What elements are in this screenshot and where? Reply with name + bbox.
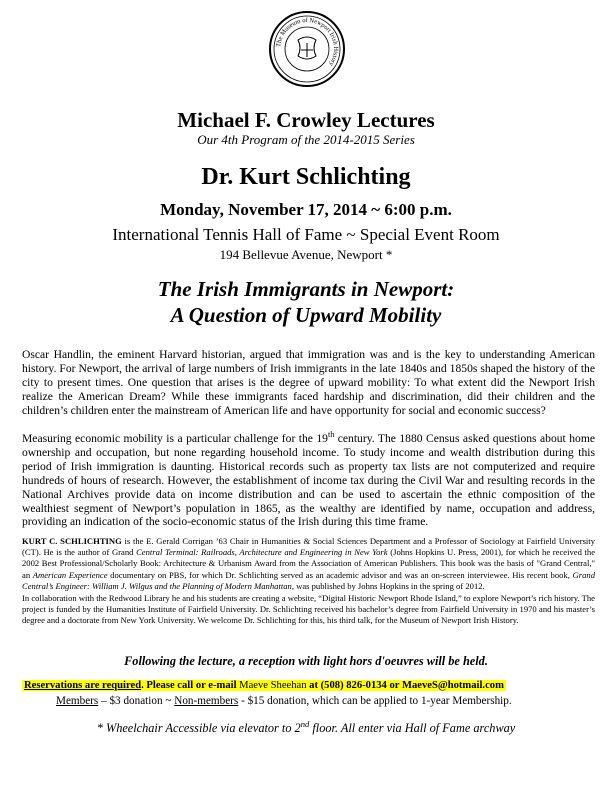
address: 194 Bellevue Avenue, Newport * bbox=[219, 247, 393, 262]
bio-text: , was published by Johns Hopkins in the spring of 2012. bbox=[291, 580, 485, 591]
show-title: American Experience bbox=[32, 569, 108, 580]
reception-note: Following the lecture, a reception with light hors d'oeuvres will be held. bbox=[124, 654, 488, 668]
speaker-name: Dr. Kurt Schlichting bbox=[201, 164, 411, 190]
project-paragraph: In collaboration with the Redwood Library he and his students are creating a website, “Digital Historic Newport Rhode Island,” to explore Newport’s rich history. The project is funded by the Humanities Institute of Fairfield University. Dr. Schlichting received his bachelor’s degree from Fairfield University in 1970 and his master’s degree and a doctorate from New York University. We welcome Dr. Schlichting for this, his third talk, for the Museum of Newport Irish History. bbox=[22, 593, 595, 626]
intro-paragraph: Oscar Handlin, the eminent Harvard historian, argued that immigration was and is the key to understanding American history. For Newport, the arrival of large numbers of Irish immigrants in the late 1840s and 1850s shaped the history of the city to present times. One question that arises is the degree of upward mobility: To what extent did the Newport Irish realize the American Dream? While these immigrants faced hardship and discrimination, did their children and the children’s children enter the mainstream of American life and have opportunity for social and economic success? bbox=[22, 348, 595, 417]
contact-name: Maeve Sheehan bbox=[239, 680, 307, 691]
talk-title-line2: A Question of Upward Mobility bbox=[170, 303, 442, 327]
access-text-a: * Wheelchair Accessible via elevator to 2 bbox=[96, 721, 301, 735]
access-text-b: floor. All enter via Hall of Fame archway bbox=[309, 721, 516, 735]
reservations-required: Reservations are required bbox=[24, 680, 142, 691]
accessibility-note bbox=[0, 718, 612, 736]
research-text-b: century. The 1880 Census asked questions about home ownership and occupation, but none regarding household income. To study income and wealth distribution during this period of Irish immigration is daunting. Historical records such as property tax lists are not computerized and require hundreds of hours of research. However, the establishment of income tax during the Civil War and resulting records in the National Archives provide data on income distribution and can be used to ascertain the ethnic composition of the wealthiest segment of Newport’s population in 1865, as the wealthy are identified by name, occupation and address, providing an indication of the socio-economic status of the Irish during this time frame. bbox=[22, 432, 595, 529]
membership-pricing bbox=[56, 695, 512, 707]
date-time: Monday, November 17, 2014 ~ 6:00 p.m. bbox=[160, 200, 452, 219]
bio-text: is the E. Gerald Corrigan ’63 Chair in Humanities & Social Sciences Department and a Professor of Sociology at Fairfield University (CT). He is the author of Grand bbox=[22, 536, 595, 558]
program-line: Our 4th Program of the 2014-2015 Series bbox=[197, 132, 415, 147]
reservations-banner bbox=[22, 680, 506, 691]
research-paragraph bbox=[22, 432, 595, 529]
members-label: Members bbox=[56, 695, 99, 707]
lecture-series-title: Michael F. Crowley Lectures bbox=[177, 108, 435, 132]
ordinal-suffix: th bbox=[327, 430, 335, 440]
venue: International Tennis Hall of Fame ~ Special Event Room bbox=[112, 225, 500, 244]
book-title: Central Terminal: Railroads, Architecture and Engineering in New York bbox=[136, 547, 388, 558]
contact-details[interactable]: at (508) 826-0134 or MaeveS@hotmail.com bbox=[306, 680, 504, 691]
museum-seal-icon bbox=[268, 10, 346, 88]
book-title: Grand Central’s Engineer: William J. Wilgus and the Planning of Modern Manhattan bbox=[22, 569, 595, 591]
members-price: – $3 donation ~ bbox=[98, 695, 175, 707]
speaker-bio bbox=[22, 536, 595, 592]
seal-text: The Museum of Newport Irish History bbox=[275, 16, 340, 68]
bio-text: documentary on PBS, for which Dr. Schlichting served as an academic advisor and was an on-screen interviewee. His recent book, bbox=[107, 569, 573, 580]
nonmembers-label: Non-members bbox=[174, 695, 239, 707]
nonmembers-price: - $15 donation, which can be applied to 1-year Membership. bbox=[238, 695, 512, 707]
ordinal-suffix: nd bbox=[300, 718, 310, 729]
research-text-a: Measuring economic mobility is a particular challenge for the 19 bbox=[22, 432, 328, 445]
bio-text: (Johns Hopkins U. Press, 2001), for which he received the 2002 Best Professional/Scholarly Book: Architecture & Urbanism Award from the Association of American Publishers. This book was the basis of "Grand Central," an bbox=[22, 547, 596, 580]
bio-name: KURT C. SCHLICHTING bbox=[22, 536, 122, 546]
talk-title bbox=[0, 276, 612, 328]
reservations-call: . Please call or e-mail bbox=[141, 680, 240, 691]
talk-title-line1: The Irish Immigrants in Newport: bbox=[157, 277, 455, 301]
